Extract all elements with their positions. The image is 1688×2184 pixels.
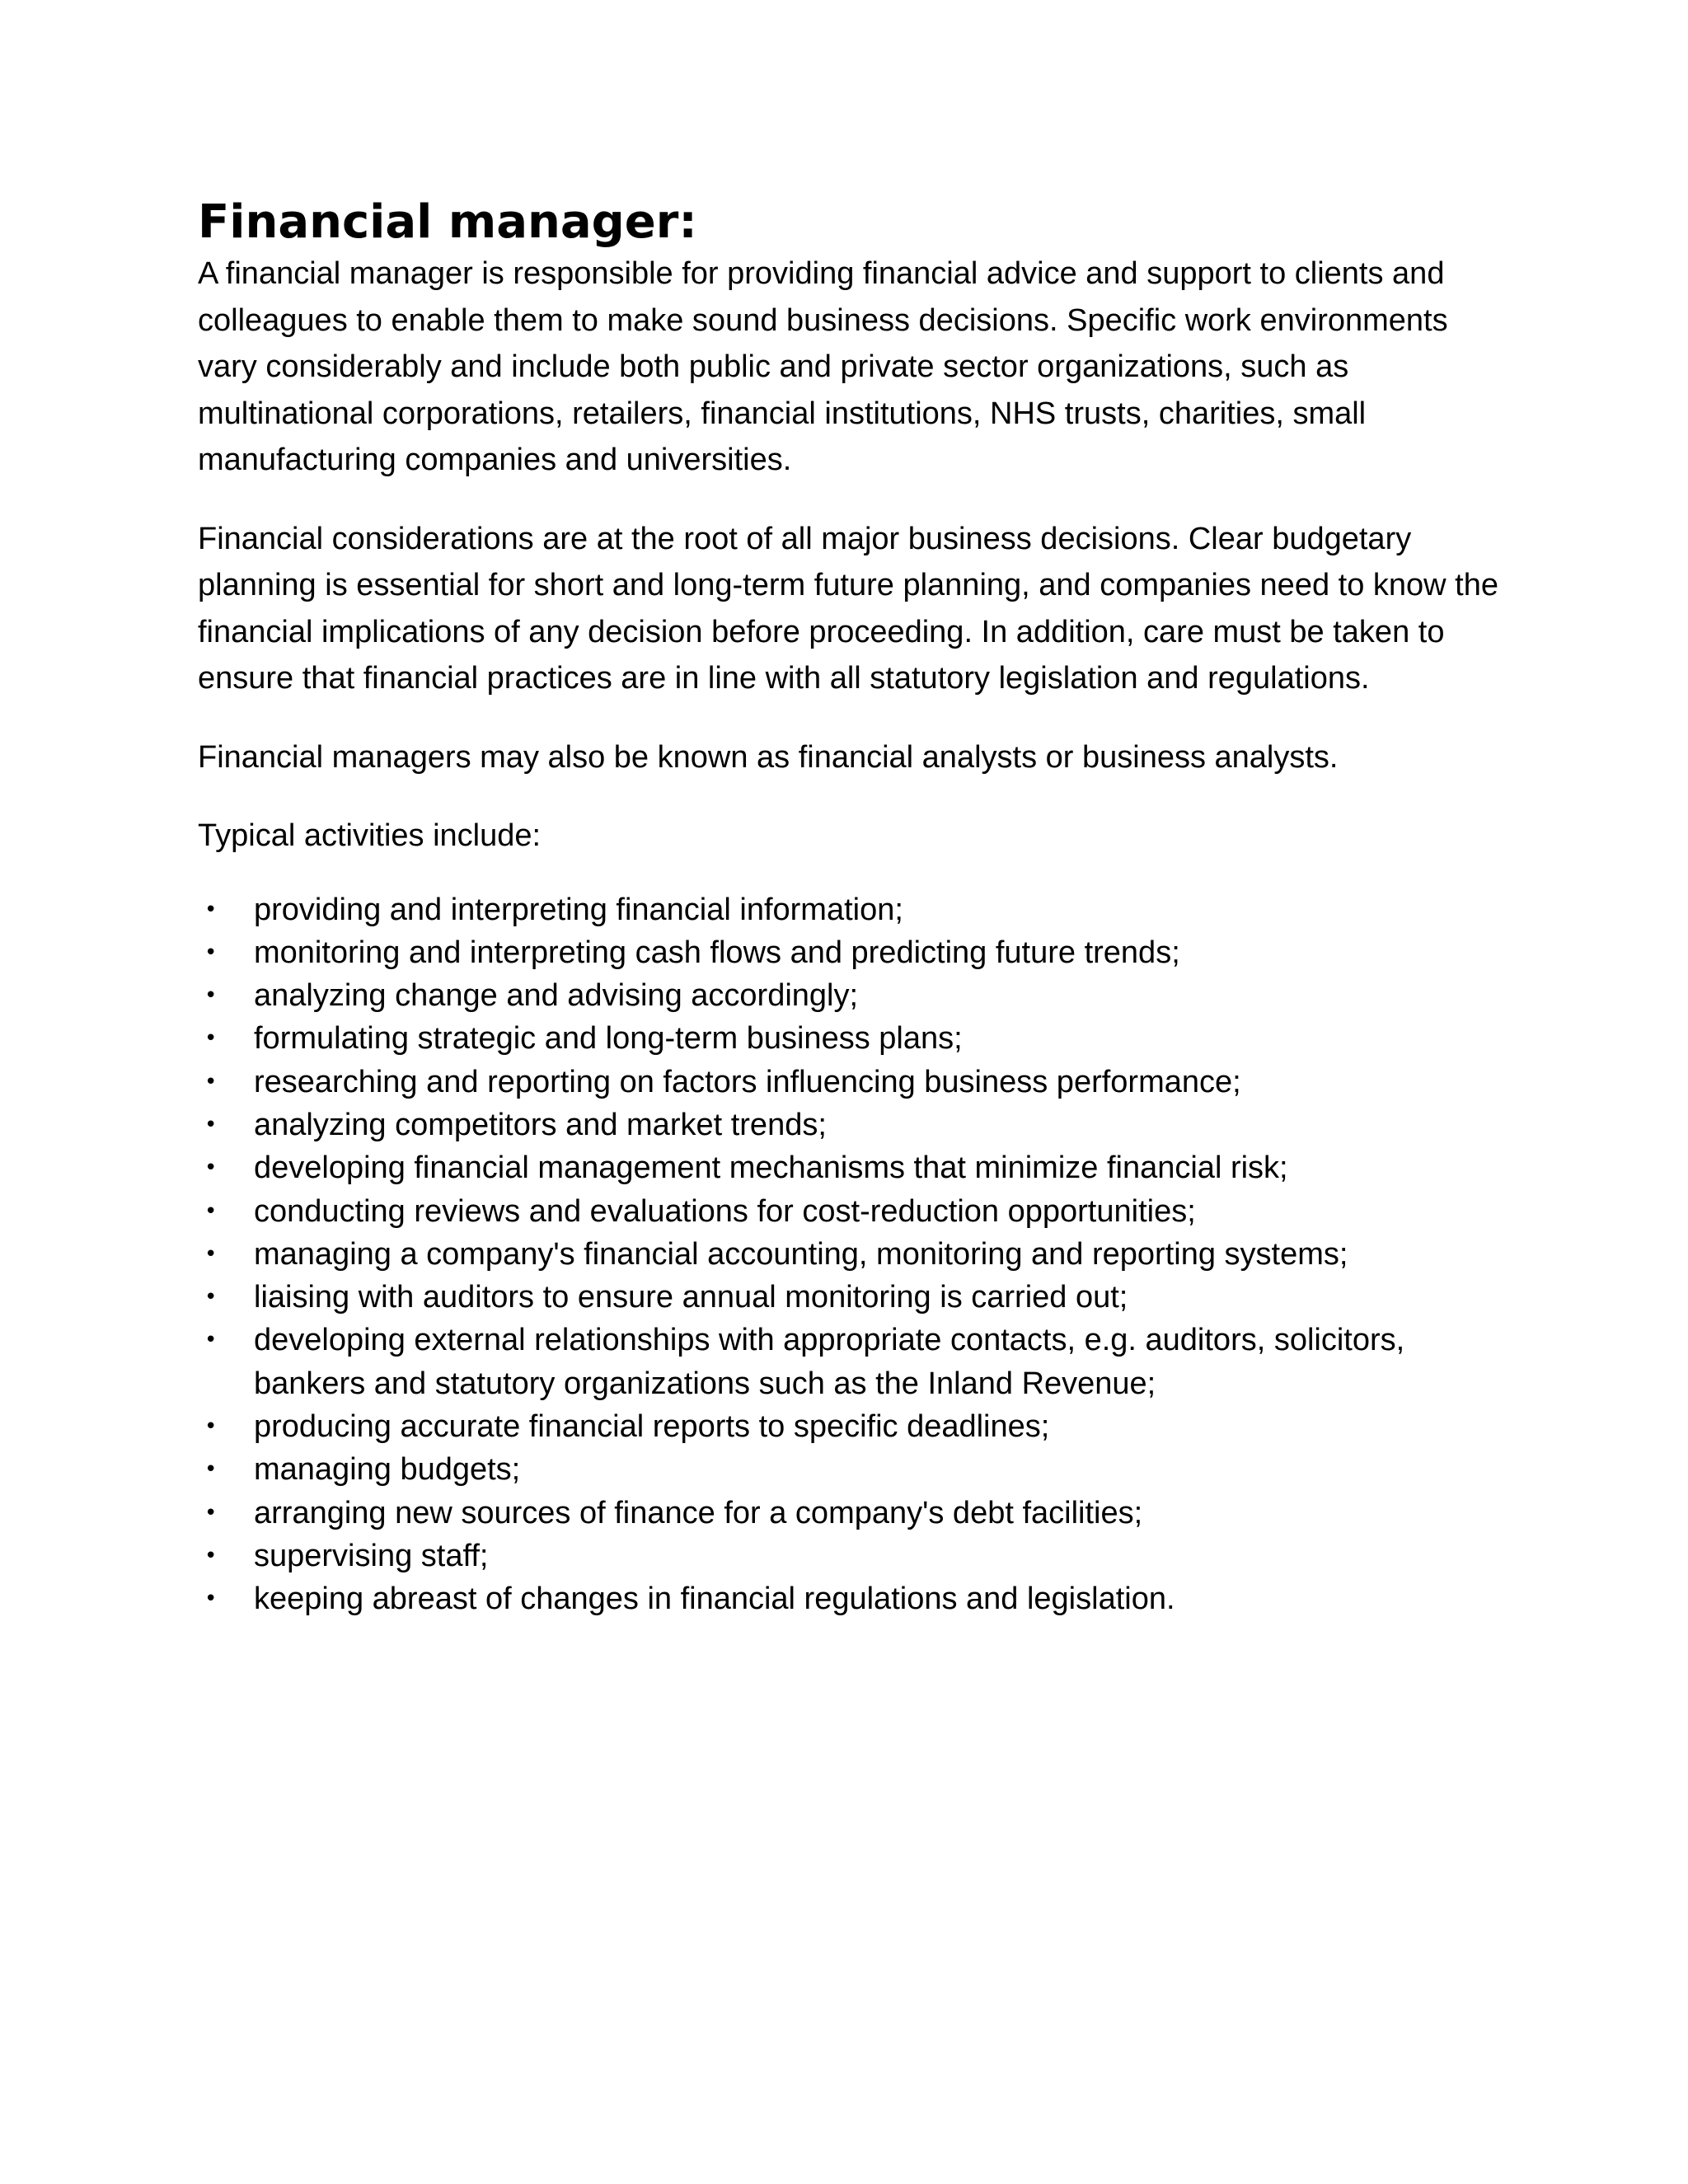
- document-title: Financial manager:: [198, 195, 697, 249]
- paragraph-considerations: Financial considerations are at the root of all major business decisions. Clear budgetary planning is essential for short and long-term future planning, and companies need to know the financial implications of any decision before proceeding. In addition, care must be taken to ensure that financial practices are in line with all statutory legislation and regulations.: [198, 521, 1498, 696]
- bullet-icon: •: [204, 1241, 218, 1267]
- paragraph-intro: A financial manager is responsible for providing financial advice and support to clients and colleagues to enable them to make sound business decisions. Specific work environments vary considerably and include both public and private sector organizations, such as multinational corporations, retailers, financial institutions, NHS trusts, charities, small manufacturing companies and universities.: [198, 256, 1448, 477]
- list-item: [198, 931, 1500, 974]
- list-item-text: managing budgets;: [254, 1452, 521, 1488]
- list-item-text: developing external relationships with appropriate contacts, e.g. auditors, solicitors, bankers and statutory organizations such as the Inland Revenue;: [254, 1323, 1405, 1401]
- bullet-icon: •: [204, 1414, 218, 1440]
- document-page: [198, 194, 1500, 1621]
- list-item: [198, 1535, 1500, 1577]
- list-item-text: keeping abreast of changes in financial regulations and legislation.: [254, 1582, 1175, 1617]
- list-item-text: monitoring and interpreting cash flows and predicting future trends;: [254, 935, 1180, 970]
- list-item: [198, 1405, 1500, 1448]
- list-item: [198, 1104, 1500, 1146]
- list-item-text: liaising with auditors to ensure annual monitoring is carried out;: [254, 1280, 1128, 1315]
- list-item: [198, 1017, 1500, 1060]
- bullet-icon: •: [204, 1328, 218, 1353]
- bullet-icon: •: [204, 897, 218, 922]
- list-item: [198, 888, 1500, 931]
- list-item: [198, 1448, 1500, 1491]
- list-item-text: analyzing competitors and market trends;: [254, 1107, 827, 1142]
- bullet-icon: •: [204, 1069, 218, 1094]
- bullet-icon: •: [204, 1543, 218, 1568]
- list-item-text: conducting reviews and evaluations for cost-reduction opportunities;: [254, 1193, 1196, 1229]
- list-item: [198, 1190, 1500, 1233]
- bullet-icon: •: [204, 1026, 218, 1052]
- bullet-icon: •: [204, 1586, 218, 1612]
- paragraph-activities-intro: Typical activities include:: [198, 818, 542, 853]
- bullet-icon: •: [204, 983, 218, 1009]
- list-item-text: formulating strategic and long-term business plans;: [254, 1021, 963, 1057]
- list-item-text: researching and reporting on factors influencing business performance;: [254, 1064, 1241, 1099]
- list-item: [198, 1319, 1500, 1405]
- bullet-icon: •: [204, 1155, 218, 1181]
- activities-list: [198, 888, 1500, 1621]
- bullet-icon: •: [204, 1457, 218, 1483]
- list-item-text: producing accurate financial reports to specific deadlines;: [254, 1409, 1050, 1445]
- list-item: [198, 1577, 1500, 1620]
- list-item-text: developing financial management mechanisms that minimize financial risk;: [254, 1151, 1288, 1186]
- bullet-icon: •: [204, 1285, 218, 1310]
- list-item-text: analyzing change and advising accordingly;: [254, 978, 859, 1014]
- bullet-icon: •: [204, 1500, 218, 1526]
- list-item-text: providing and interpreting financial information;: [254, 892, 903, 927]
- list-item: [198, 1276, 1500, 1319]
- list-item-text: managing a company's financial accounting, monitoring and reporting systems;: [254, 1236, 1348, 1272]
- list-item: [198, 1233, 1500, 1276]
- bullet-icon: •: [204, 940, 218, 965]
- list-item: [198, 1146, 1500, 1189]
- list-item: [198, 1061, 1500, 1104]
- list-item-text: arranging new sources of finance for a company's debt facilities;: [254, 1495, 1143, 1530]
- list-item: [198, 974, 1500, 1017]
- list-item-text: supervising staff;: [254, 1538, 489, 1573]
- paragraph-also-known: Financial managers may also be known as financial analysts or business analysts.: [198, 739, 1339, 775]
- bullet-icon: •: [204, 1112, 218, 1137]
- bullet-icon: •: [204, 1198, 218, 1224]
- list-item: [198, 1492, 1500, 1535]
